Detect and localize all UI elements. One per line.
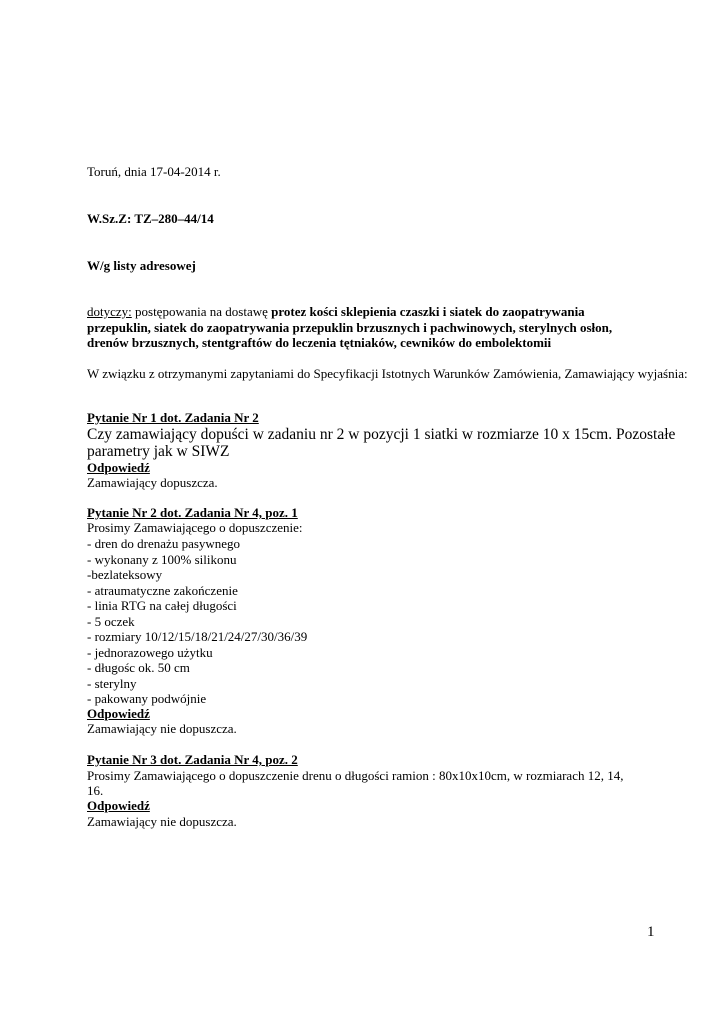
list-item: - atraumatyczne zakończenie — [87, 582, 238, 598]
question-3-text-2: 16. — [87, 783, 104, 798]
question-2-requirements-list — [87, 536, 307, 707]
addressee: W/g listy adresowej — [87, 258, 196, 273]
question-1-text-2: parametry jak w SIWZ — [87, 443, 230, 460]
question-2-answer-label: Odpowiedź — [87, 706, 150, 721]
question-1-answer-label: Odpowiedź — [87, 460, 150, 475]
list-item: - rozmiary 10/12/15/18/21/24/27/30/36/39 — [87, 629, 308, 644]
question-3-answer-label: Odpowiedź — [87, 798, 150, 813]
list-item: - sterylny — [87, 675, 137, 691]
intro-text: W związku z otrzymanymi zapytaniami do Specyfikacji Istotnych Warunków Zamówienia, Zamawiający wyjaśnia: — [87, 366, 688, 381]
list-item: - wykonany z 100% silikonu — [87, 551, 237, 567]
question-1-answer: Zamawiający dopuszcza. — [87, 475, 218, 490]
list-item: - pakowany podwójnie — [87, 691, 207, 706]
question-2-text-1: Prosimy Zamawiającego o dopuszczenie: — [87, 520, 303, 535]
subject-line-2: przepuklin, siatek do zaopatrywania przepuklin brzusznych i pachwinowych, sterylnych osłon, — [87, 320, 613, 335]
list-item: - 5 oczek — [87, 613, 135, 629]
list-item: - jednorazowego użytku — [87, 644, 213, 660]
subject-line-3: drenów brzusznych, stentgraftów do leczenia tętniaków, cewników do embolektomii — [87, 335, 552, 350]
page-number: 1 — [647, 924, 655, 940]
subject-line-1 — [87, 304, 585, 320]
question-3-text-1: Prosimy Zamawiającego o dopuszczenie drenu o długości ramion : 80x10x10cm, w rozmiarach 12, 14, — [87, 768, 624, 783]
question-2-answer: Zamawiający nie dopuszcza. — [87, 721, 237, 736]
question-1-heading: Pytanie Nr 1 dot. Zadania Nr 2 — [87, 410, 259, 425]
question-3-answer: Zamawiający nie dopuszcza. — [87, 814, 237, 829]
subject-prefix: dotyczy: — [87, 304, 132, 319]
question-2-heading: Pytanie Nr 2 dot. Zadania Nr 4, poz. 1 — [87, 505, 298, 520]
list-item: - dren do drenażu pasywnego — [87, 536, 241, 551]
subject-lead: postępowania na dostawę — [131, 304, 272, 319]
list-item: - długośc ok. 50 cm — [87, 660, 190, 675]
list-item: -bezlateksowy — [87, 567, 163, 582]
question-3-heading: Pytanie Nr 3 dot. Zadania Nr 4, poz. 2 — [87, 752, 298, 767]
list-item: - linia RTG na całej długości — [87, 598, 237, 613]
subject-bold-1: protez kości sklepienia czaszki i siatek do zaopatrywania — [271, 304, 585, 319]
place-date: Toruń, dnia 17-04-2014 r. — [87, 164, 221, 179]
question-1-text-1: Czy zamawiający dopuści w zadaniu nr 2 w pozycji 1 siatki w rozmiarze 10 x 15cm. Pozostałe — [87, 426, 676, 443]
reference-number: W.Sz.Z: TZ–280–44/14 — [87, 211, 214, 226]
